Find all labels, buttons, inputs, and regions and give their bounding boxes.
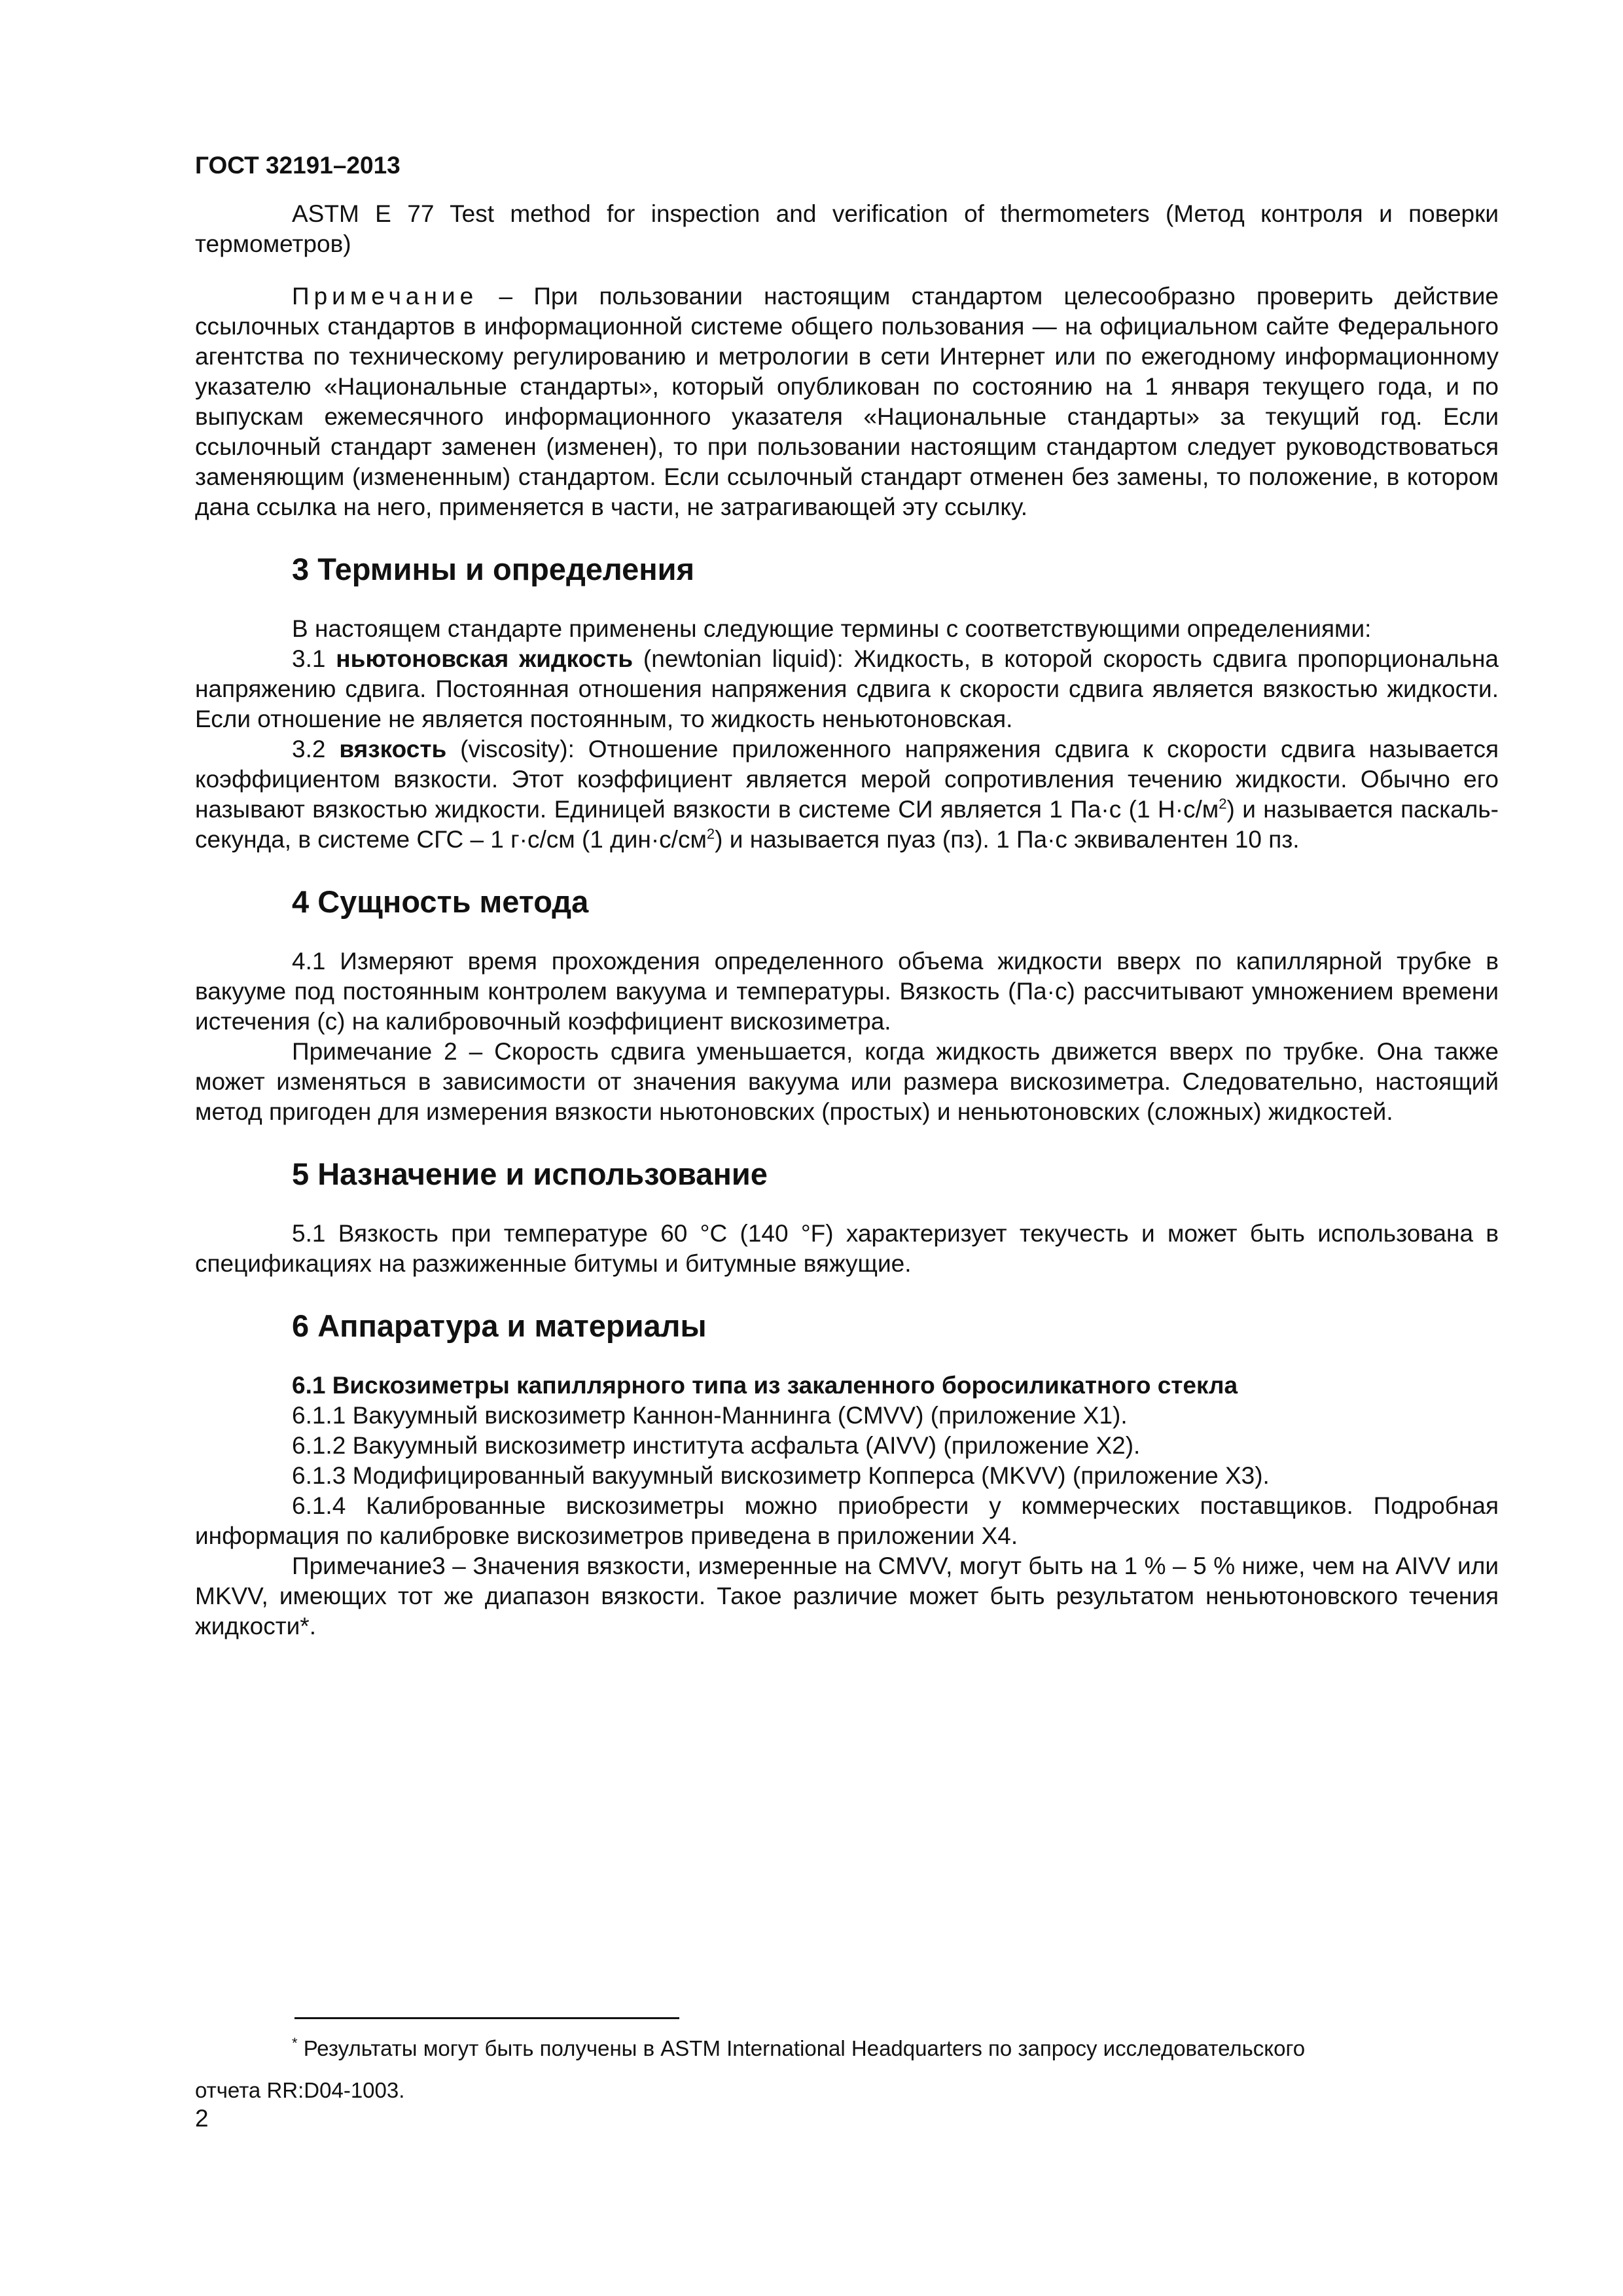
- item-6-1-1: 6.1.1 Вакуумный вискозиметр Каннон-Маннинга (CMVV) (приложение Х1).: [292, 1402, 1128, 1429]
- section-5-1: 5.1 Вязкость при температуре 60 °С (140 °F) характеризует текучесть и может быть использована в спецификациях на разжиженные битумы и битумные вяжущие.: [195, 1220, 1499, 1277]
- footnote-divider: [294, 2017, 679, 2019]
- footnote: [195, 2028, 1499, 2111]
- term-3-1-number: 3.1: [292, 645, 336, 672]
- note-3: Примечание3 – Значения вязкости, измеренные на CMVV, могут быть на 1 % – 5 % ниже, чем на AIVV или MKVV, имеющих тот же диапазон вязкости. Такое различие может быть результатом неньютоновского течения жидкости*.: [195, 1552, 1499, 1640]
- section-6-heading: 6 Аппаратура и материалы: [292, 1308, 707, 1343]
- term-3-2-sup-b: 2: [706, 825, 715, 842]
- item-6-1-4: 6.1.4 Калиброванные вискозиметры можно приобрести у коммерческих поставщиков. Подробная информация по калибровке вискозиметров приведена в приложении Х4.: [195, 1492, 1499, 1549]
- term-3-2-number: 3.2: [292, 736, 340, 762]
- subsection-6-1: 6.1 Вискозиметры капиллярного типа из закаленного боросиликатного стекла: [292, 1372, 1238, 1399]
- item-6-1-3: 6.1.3 Модифицированный вакуумный вискозиметр Копперса (MKVV) (приложение Х3).: [292, 1462, 1270, 1489]
- term-3-2-sup-a: 2: [1219, 795, 1227, 812]
- section-3-heading: 3 Термины и определения: [292, 552, 694, 586]
- note-intro-text: – При пользовании настоящим стандартом целесообразно проверить действие ссылочных стандартов в информационной системе общего пользования — на официальном сайте Федерального агентства по техническому регулированию и метрологии в сети Интернет или по ежегодному информационному указателю «Национальные стандарты», который опубликован по состоянию на 1 января текущего года, и по выпускам ежемесячного информационного указателя «Национальные стандарты» за текущий год. Если ссылочный стандарт заменен (изменен), то при пользовании настоящим стандартом следует руководствоваться заменяющим (измененным) стандартом. Если ссылочный стандарт отменен без замены, то положение, в котором дана ссылка на него, применяется в части, не затрагивающей эту ссылку.: [195, 283, 1499, 520]
- footnote-marker: *: [292, 2035, 298, 2051]
- note-2: Примечание 2 – Скорость сдвига уменьшается, когда жидкость движется вверх по трубке. Она также может изменяться в зависимости от значения вакуума или размера вискозиметра. Следовательно, настоящий метод пригоден для измерения вязкости ньютоновских (простых) и неньютоновских (сложных) жидкостей.: [195, 1038, 1499, 1125]
- section-4-heading: 4 Сущность метода: [292, 884, 589, 919]
- section-5-heading: 5 Назначение и использование: [292, 1157, 768, 1191]
- term-3-2-text-a: (viscosity): Отношение приложенного напряжения сдвига к скорости сдвига называется коэффициентом вязкости. Этот коэффициент является мерой сопротивления течению жидкости. Обычно его называют вязкостью жидкости. Единицей вязкости в системе СИ является 1 Па·с (1 Н·с/м: [195, 736, 1499, 823]
- page-number: 2: [195, 2105, 209, 2132]
- reference-astm-e77: ASTM E 77 Test method for inspection and verification of thermometers (Метод контроля и поверки термометров): [195, 200, 1499, 257]
- footnote-line-2: отчета RR:D04-1003.: [195, 2078, 405, 2102]
- term-3-2-text-b: ) и называется паскаль-секунда, в системе СГС – 1 г·с/см (1 дин·с/см: [195, 796, 1499, 853]
- item-6-1-2: 6.1.2 Вакуумный вискозиметр института асфальта (AIVV) (приложение Х2).: [292, 1432, 1141, 1459]
- term-3-2: [195, 734, 1499, 855]
- section-3-intro: В настоящем стандарте применены следующие термины с соответствующими определениями:: [292, 615, 1372, 642]
- footnote-line-1: [195, 2028, 1499, 2070]
- term-3-1: [195, 644, 1499, 734]
- term-3-1-term: ньютоновская жидкость: [336, 645, 633, 672]
- term-3-2-text-c: ) и называется пуаз (пз). 1 Па·с эквивалентен 10 пз.: [715, 826, 1300, 853]
- section-4-1: 4.1 Измеряют время прохождения определенного объема жидкости вверх по капиллярной трубке в вакууме под постоянным контролем вакуума и температуры. Вязкость (Па·с) рассчитывают умножением времени истечения (с) на калибровочный коэффициент вискозиметра.: [195, 948, 1499, 1035]
- note-intro: [195, 281, 1499, 522]
- term-3-1-text: (newtonian liquid): Жидкость, в которой скорость сдвига пропорциональна напряжению сдвига. Постоянная отношения напряжения сдвига к скорости сдвига является вязкостью жидкости. Если отношение не является постоянным, то жидкость неньютоновская.: [195, 645, 1499, 732]
- footnote-line-1-text: Результаты могут быть получены в ASTM International Headquarters по запросу исследовательского: [297, 2036, 1306, 2060]
- standard-code-header: ГОСТ 32191–2013: [195, 152, 401, 179]
- document-page: [195, 151, 1499, 1641]
- term-3-2-term: вязкость: [339, 736, 447, 762]
- note-intro-label: Примечание: [292, 283, 478, 310]
